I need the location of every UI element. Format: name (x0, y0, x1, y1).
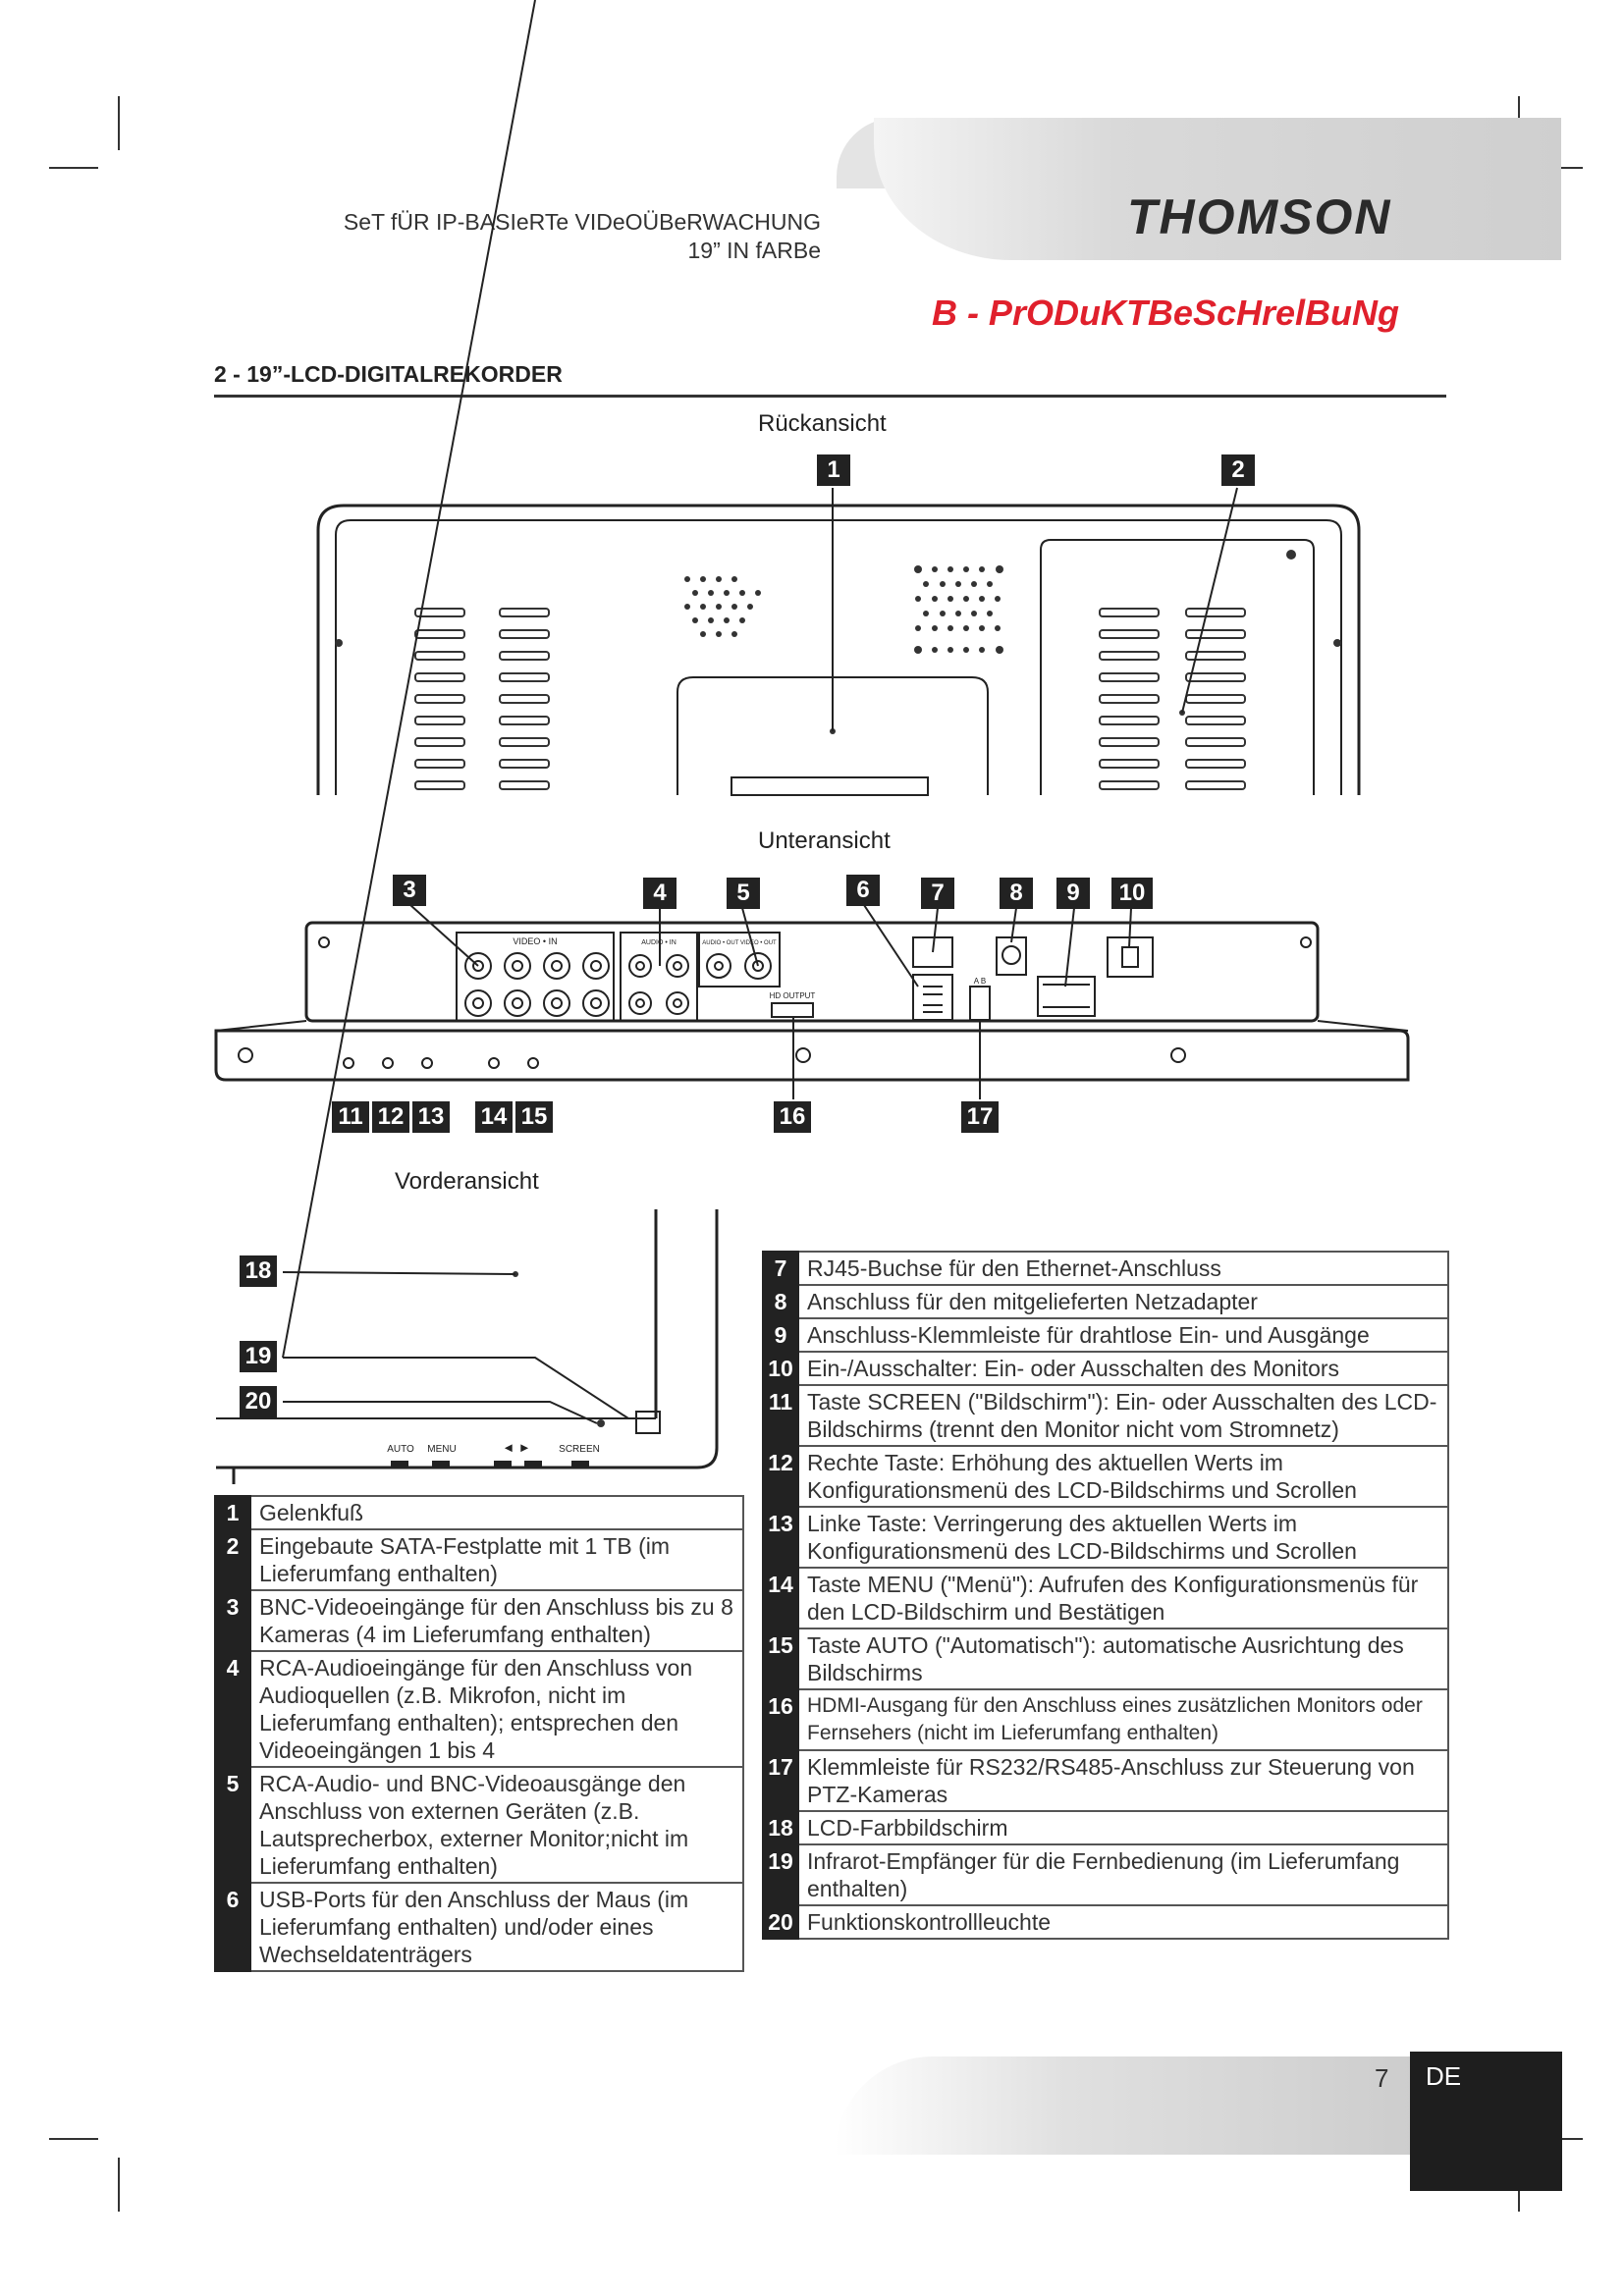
legend-row (215, 1529, 743, 1590)
legend-text: Linke Taste: Verringerung des aktuellen Werts im Konfigurationsmenü des LCD-Bildschirms und Scrollen (798, 1507, 1448, 1568)
audio-in-label: AUDIO • IN (641, 939, 677, 946)
av-out-label: AUDIO • OUT VIDEO • OUT (702, 940, 777, 946)
page-number: 7 (1375, 2063, 1389, 2093)
callout-17: 17 (961, 1101, 999, 1133)
brand-logo: THOMSON (1127, 189, 1392, 244)
legend-number: 1 (215, 1496, 250, 1529)
legend-text: HDMI-Ausgang für den Anschluss eines zusätzlichen Monitors oder Fernsehers (nicht im Lieferumfang enthalten) (798, 1689, 1448, 1750)
callout-18: 18 (240, 1255, 277, 1287)
callout-8: 8 (1000, 878, 1033, 909)
legend-number: 14 (763, 1568, 798, 1629)
legend-number: 16 (763, 1689, 798, 1750)
front-view-label: Vorderansicht (395, 1168, 539, 1195)
callout-3: 3 (393, 875, 426, 906)
legend-text: Eingebaute SATA-Festplatte mit 1 TB (im Lieferumfang enthalten) (250, 1529, 743, 1590)
crop-mark (118, 2158, 120, 2212)
callout-2: 2 (1221, 454, 1255, 486)
subtitle-line: 19” IN fARBe (687, 238, 821, 263)
hd-output-label: HD OUTPUT (769, 991, 816, 1000)
legend-number: 13 (763, 1507, 798, 1568)
legend-number: 6 (215, 1883, 250, 1971)
screen-button-label: SCREEN (559, 1444, 600, 1455)
legend-row (215, 1496, 743, 1529)
callout-11: 11 (332, 1101, 369, 1133)
legend-text: Taste MENU ("Menü"): Aufrufen des Konfigurationsmenüs für den LCD-Bildschirm und Bestätigen (798, 1568, 1448, 1629)
legend-number: 5 (215, 1767, 250, 1883)
callout-13: 13 (412, 1101, 450, 1133)
callout-19: 19 (240, 1341, 277, 1372)
legend-number: 19 (763, 1844, 798, 1905)
menu-button-label: MENU (427, 1444, 457, 1455)
legend-number: 10 (763, 1352, 798, 1385)
legend-row (215, 1590, 743, 1651)
legend-row (215, 1651, 743, 1767)
legend-text: Anschluss-Klemmleiste für drahtlose Ein- und Ausgänge (798, 1318, 1448, 1352)
legend-text: RCA-Audio- und BNC-Videoausgänge den Anschluss von externen Geräten (z.B. Lautsprecherbox, externer Monitor;nicht im Lieferumfang enthalten) (250, 1767, 743, 1883)
legend-row (763, 1507, 1448, 1568)
legend-row (763, 1844, 1448, 1905)
legend-row (763, 1568, 1448, 1629)
legend-body-left (215, 1496, 743, 1971)
legend-body-right (763, 1252, 1448, 1939)
legend-number: 7 (763, 1252, 798, 1285)
legend-number: 9 (763, 1318, 798, 1352)
legend-row (763, 1905, 1448, 1939)
callout-20: 20 (240, 1386, 277, 1417)
legend-text: Infrarot-Empfänger für die Fernbedienung (im Lieferumfang enthalten) (798, 1844, 1448, 1905)
callout-12: 12 (372, 1101, 409, 1133)
page-heading: 2 - 19”-LCD-DIGITALREKORDER (214, 361, 563, 387)
video-in-label: VIDEO • IN (513, 936, 558, 946)
legend-text: RCA-Audioeingänge für den Anschluss von Audioquellen (z.B. Mikrofon, nicht im Lieferumfang enthalten); entsprechen den Videoeingängen 1 bis 4 (250, 1651, 743, 1767)
callout-1: 1 (817, 454, 850, 486)
callout-10: 10 (1111, 878, 1153, 909)
callout-5: 5 (727, 878, 760, 909)
callout-6: 6 (846, 875, 880, 906)
legend-table-right (762, 1251, 1449, 1940)
legend-number: 4 (215, 1651, 250, 1767)
crop-mark (118, 96, 120, 150)
section-title: B - PrODuKTBeScHrelBuNg (931, 293, 1399, 333)
legend-text: Klemmleiste für RS232/RS485-Anschluss zur Steuerung von PTZ-Kameras (798, 1750, 1448, 1811)
legend-number: 11 (763, 1385, 798, 1446)
language-label: DE (1426, 2061, 1462, 2091)
legend-text: USB-Ports für den Anschluss der Maus (im Lieferumfang enthalten) und/oder eines Wechseldatenträgers (250, 1883, 743, 1971)
document-subtitle (344, 208, 821, 265)
legend-row (215, 1767, 743, 1883)
legend-text: RJ45-Buchse für den Ethernet-Anschluss (798, 1252, 1448, 1285)
legend-row (763, 1285, 1448, 1318)
legend-text: Anschluss für den mitgelieferten Netzadapter (798, 1285, 1448, 1318)
legend-text: Funktionskontrollleuchte (798, 1905, 1448, 1939)
rear-view-label: Rückansicht (758, 410, 887, 437)
legend-number: 15 (763, 1629, 798, 1689)
legend-row (763, 1689, 1448, 1750)
crop-mark (49, 2138, 98, 2140)
callout-7: 7 (921, 878, 954, 909)
footer-band (835, 2056, 1414, 2155)
subtitle-line: SeT fÜR IP-BASIeRTe VIDeOÜBeRWACHUNG (343, 209, 821, 235)
auto-button-label: AUTO (387, 1444, 414, 1455)
legend-text: Taste AUTO ("Automatisch"): automatische Ausrichtung des Bildschirms (798, 1629, 1448, 1689)
callout-16: 16 (774, 1101, 811, 1133)
legend-number: 8 (763, 1285, 798, 1318)
legend-number: 12 (763, 1446, 798, 1507)
legend-number: 18 (763, 1811, 798, 1844)
legend-row (215, 1883, 743, 1971)
legend-number: 2 (215, 1529, 250, 1590)
bottom-view-label: Unteransicht (758, 828, 891, 854)
crop-mark (49, 167, 98, 169)
legend-row (763, 1629, 1448, 1689)
legend-table-left (214, 1495, 744, 1972)
legend-text: Taste SCREEN ("Bildschirm"): Ein- oder Ausschalten des LCD-Bildschirms (trennt den Monitor nicht vom Stromnetz) (798, 1385, 1448, 1446)
callout-15: 15 (515, 1101, 553, 1133)
legend-row (763, 1252, 1448, 1285)
legend-text: Ein-/Ausschalter: Ein- oder Ausschalten des Monitors (798, 1352, 1448, 1385)
legend-row (763, 1318, 1448, 1352)
legend-number: 20 (763, 1905, 798, 1939)
callout-9: 9 (1056, 878, 1090, 909)
legend-text: LCD-Farbbildschirm (798, 1811, 1448, 1844)
legend-row (763, 1385, 1448, 1446)
legend-row (763, 1750, 1448, 1811)
callout-4: 4 (643, 878, 677, 909)
callout-14: 14 (475, 1101, 513, 1133)
legend-row (763, 1446, 1448, 1507)
legend-text: BNC-Videoeingänge für den Anschluss bis zu 8 Kameras (4 im Lieferumfang enthalten) (250, 1590, 743, 1651)
legend-number: 3 (215, 1590, 250, 1651)
legend-text: Rechte Taste: Erhöhung des aktuellen Werts im Konfigurationsmenü des LCD-Bildschirms und Scrollen (798, 1446, 1448, 1507)
heading-rule (214, 395, 1446, 398)
rs-label: A B (973, 977, 987, 986)
legend-text: Gelenkfuß (250, 1496, 743, 1529)
arrow-buttons-label: ◄ ► (502, 1440, 531, 1455)
legend-number: 17 (763, 1750, 798, 1811)
legend-row (763, 1352, 1448, 1385)
legend-row (763, 1811, 1448, 1844)
